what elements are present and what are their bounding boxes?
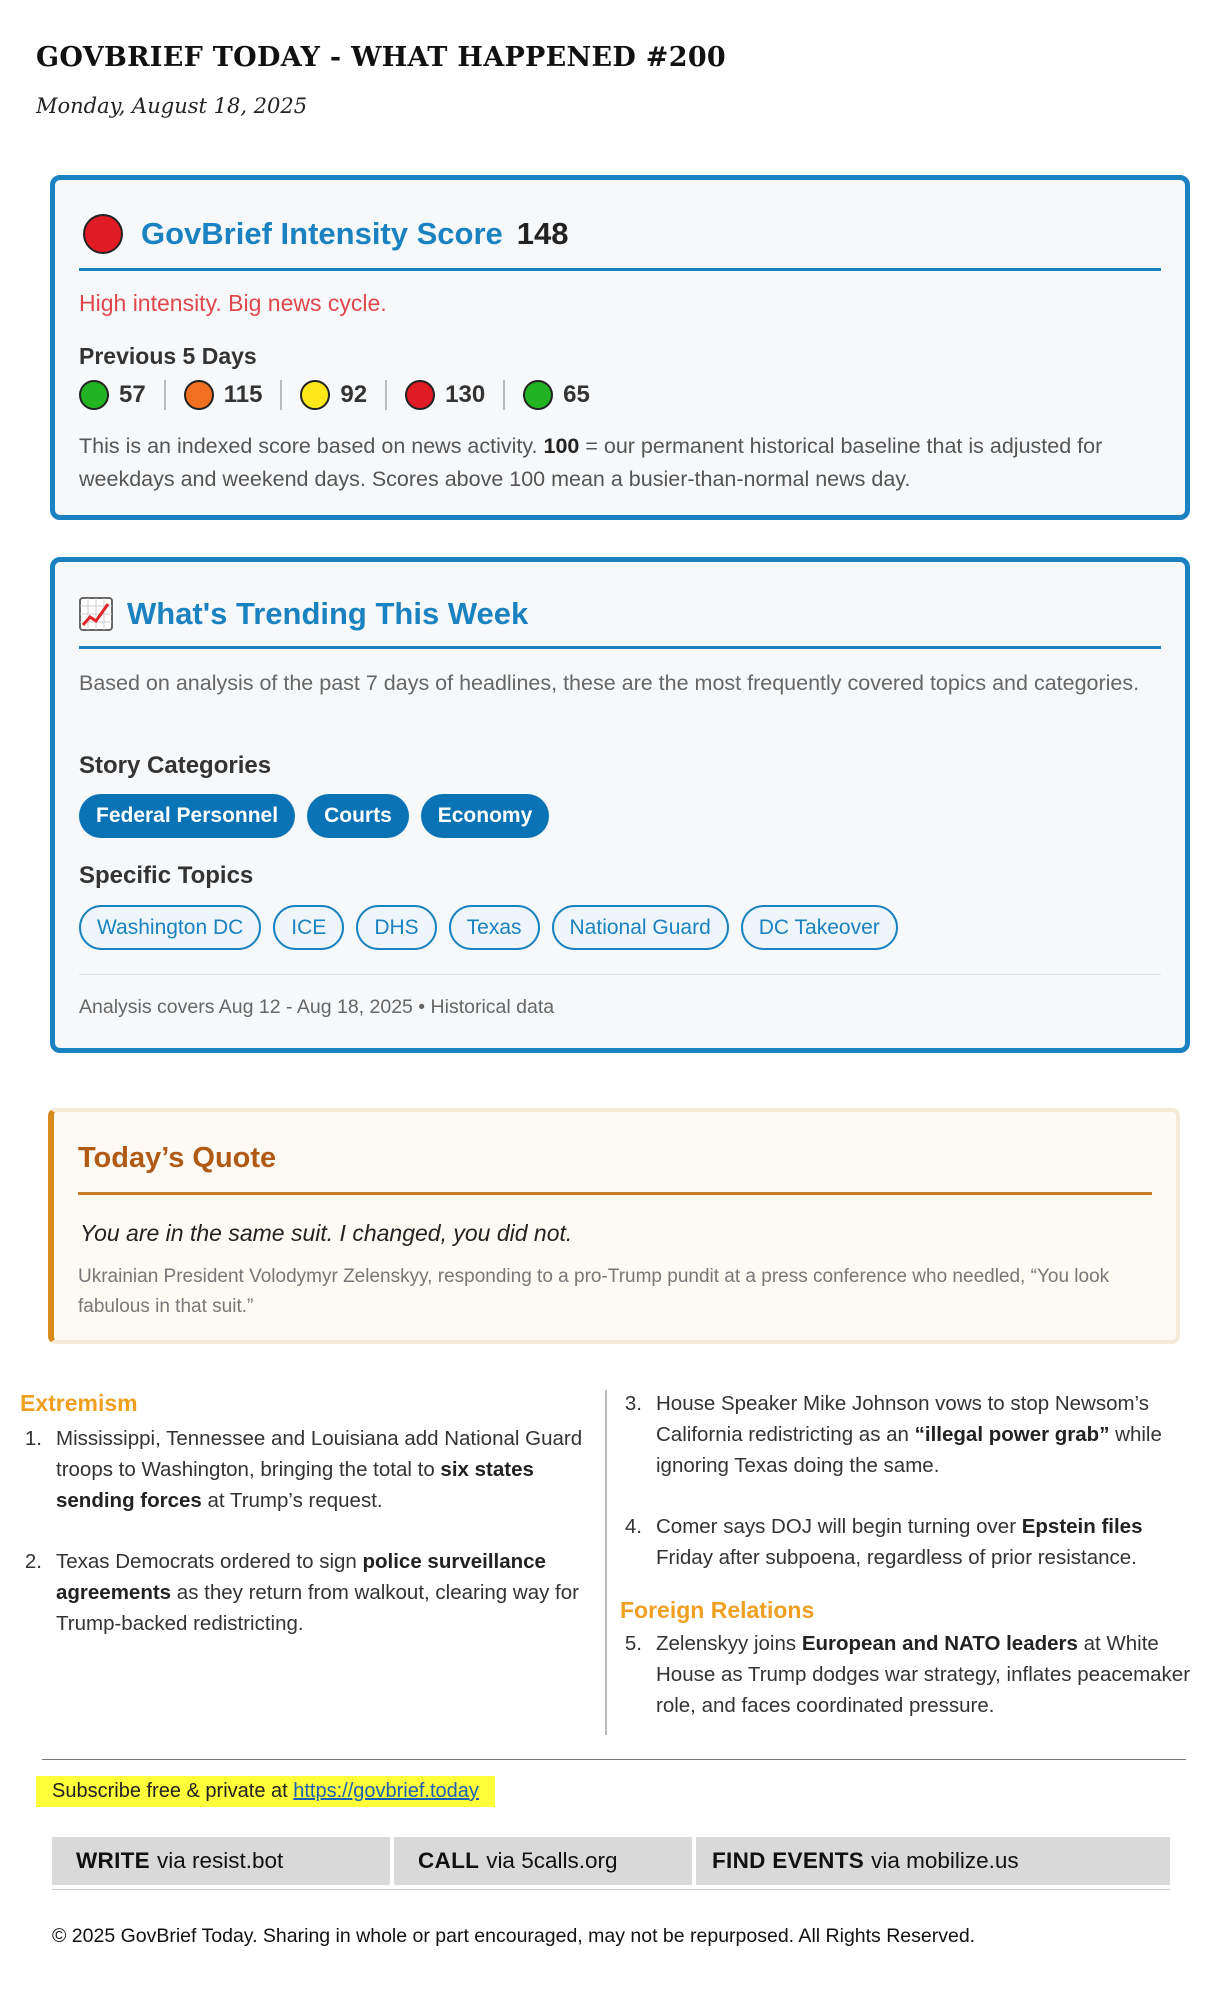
newsletter-title: GOVBRIEF TODAY - WHAT HAPPENED #200 xyxy=(36,42,726,73)
chart-increasing-icon xyxy=(79,597,113,631)
item-highlight: “illegal power grab” xyxy=(914,1423,1110,1446)
divider xyxy=(79,646,1161,649)
news-column-right xyxy=(620,1388,1200,1721)
item-number: 1. xyxy=(24,1427,42,1450)
separator xyxy=(385,380,387,410)
previous-day-3 xyxy=(300,380,367,410)
green-circle-icon xyxy=(523,380,553,410)
item-text-part: Texas Democrats ordered to sign xyxy=(56,1550,363,1573)
item-highlight: police surveillance agreements xyxy=(56,1550,546,1604)
news-column-left xyxy=(20,1390,590,1639)
action-verb: WRITE xyxy=(76,1848,150,1873)
news-item xyxy=(620,1511,1200,1573)
story-categories xyxy=(79,794,1161,838)
subscribe-text: Subscribe free & private at xyxy=(52,1780,294,1802)
category-tag: Economy xyxy=(421,794,550,838)
previous-days-row xyxy=(79,377,1161,413)
previous-day-2 xyxy=(184,380,263,410)
previous-day-value: 130 xyxy=(445,381,486,408)
item-text-part: at Trump’s request. xyxy=(201,1489,383,1512)
issue-date: Monday, August 18, 2025 xyxy=(36,94,308,118)
section-heading-foreign-relations: Foreign Relations xyxy=(620,1597,815,1623)
divider xyxy=(78,1192,1152,1195)
topic-tag: DHS xyxy=(356,905,436,950)
item-highlight: European and NATO leaders xyxy=(801,1632,1078,1655)
write-action[interactable] xyxy=(52,1837,390,1885)
action-verb: CALL xyxy=(418,1848,480,1873)
item-highlight: Epstein files xyxy=(1021,1515,1143,1538)
subscribe-link[interactable]: https://govbrief.today xyxy=(293,1780,479,1802)
specific-topics-label: Specific Topics xyxy=(79,862,254,889)
story-categories-label: Story Categories xyxy=(79,752,272,779)
item-text-part: Friday after subpoena, regardless of prior resistance. xyxy=(656,1546,1137,1569)
analysis-coverage: Analysis covers Aug 12 - Aug 18, 2025 • Historical data xyxy=(79,996,555,1018)
item-text-part: at White House as Trump dodges war strategy, inflates peacemaker role, and faces coordinated pressure. xyxy=(656,1632,1191,1717)
separator xyxy=(503,380,505,410)
news-item xyxy=(20,1423,590,1516)
quote-attribution: Ukrainian President Volodymyr Zelenskyy, responding to a pro-Trump pundit at a press conference who needled, “You look fabulous in that suit.” xyxy=(78,1266,1110,1317)
item-text-part: Mississippi, Tennessee and Louisiana add National Guard troops to Washington, bringing the total to xyxy=(56,1427,583,1481)
previous-days-label: Previous 5 Days xyxy=(79,343,257,369)
find-events-action[interactable] xyxy=(696,1837,1170,1885)
green-circle-icon xyxy=(79,380,109,410)
item-highlight: six states sending forces xyxy=(56,1458,534,1512)
action-via: via mobilize.us xyxy=(871,1848,1019,1873)
topic-tag: Texas xyxy=(449,905,540,950)
item-text xyxy=(656,1511,1200,1573)
quote-card xyxy=(48,1108,1180,1344)
intensity-score-card xyxy=(50,175,1190,520)
intensity-label: GovBrief Intensity Score xyxy=(141,216,503,251)
divider xyxy=(52,1889,1170,1890)
quote-text: You are in the same suit. I changed, you did not. xyxy=(80,1220,573,1246)
previous-day-4 xyxy=(405,380,485,410)
item-text xyxy=(656,1388,1200,1481)
item-text-part: as they return from walkout, clearing way for Trump-backed redistricting. xyxy=(56,1581,579,1635)
intensity-explanation xyxy=(79,430,1161,496)
divider xyxy=(42,1759,1186,1760)
red-circle-icon xyxy=(83,214,123,254)
action-verb: FIND EVENTS xyxy=(712,1848,865,1873)
item-text-part: Zelenskyy joins xyxy=(656,1632,802,1655)
previous-day-value: 65 xyxy=(563,381,590,408)
explain-text: = our permanent historical baseline that is adjusted for weekdays and weekend days. Scores above 100 mean a busier-than-normal news day. xyxy=(79,434,1103,491)
topic-tag: DC Takeover xyxy=(741,905,898,950)
previous-day-value: 92 xyxy=(340,381,368,408)
topic-tag: National Guard xyxy=(552,905,729,950)
item-text xyxy=(56,1423,590,1516)
topic-tag: ICE xyxy=(273,905,344,950)
item-number: 4. xyxy=(624,1515,642,1538)
action-via: via resist.bot xyxy=(157,1848,284,1873)
orange-circle-icon xyxy=(184,380,214,410)
category-tag: Courts xyxy=(307,794,409,838)
item-number: 2. xyxy=(24,1550,42,1573)
quote-title: Today’s Quote xyxy=(78,1142,277,1174)
divider xyxy=(79,974,1161,975)
item-number: 3. xyxy=(624,1392,642,1415)
subscribe-banner xyxy=(36,1776,495,1807)
red-circle-icon xyxy=(405,380,435,410)
previous-day-value: 57 xyxy=(119,381,146,408)
separator xyxy=(280,380,282,410)
specific-topics xyxy=(79,905,1161,950)
trending-card xyxy=(50,557,1190,1053)
previous-day-value: 115 xyxy=(223,381,263,408)
item-text xyxy=(656,1628,1200,1721)
action-bar xyxy=(52,1837,1170,1885)
column-divider xyxy=(605,1390,607,1735)
previous-day-1 xyxy=(79,380,146,410)
intensity-score: 148 xyxy=(516,216,569,251)
item-number: 5. xyxy=(624,1632,642,1655)
call-action[interactable] xyxy=(394,1837,692,1885)
copyright-footer: © 2025 GovBrief Today. Sharing in whole or part encouraged, may not be repurposed. All Rights Reserved. xyxy=(52,1925,976,1947)
yellow-circle-icon xyxy=(300,380,330,410)
item-text-part: Comer says DOJ will begin turning over xyxy=(656,1515,1022,1538)
news-item xyxy=(20,1546,590,1639)
trending-title: What's Trending This Week xyxy=(127,596,529,631)
divider xyxy=(79,268,1161,271)
trending-header xyxy=(79,590,1161,638)
topic-tag: Washington DC xyxy=(79,905,261,950)
baseline-value: 100 xyxy=(543,434,580,458)
explain-text: This is an indexed score based on news activity. xyxy=(79,434,544,458)
item-text xyxy=(56,1546,590,1639)
news-item xyxy=(620,1388,1200,1481)
intensity-header xyxy=(79,210,1161,258)
intensity-status: High intensity. Big news cycle. xyxy=(79,290,387,316)
news-item xyxy=(620,1628,1200,1721)
item-text-part: while ignoring Texas doing the same. xyxy=(656,1423,1162,1477)
action-via: via 5calls.org xyxy=(486,1848,618,1873)
previous-day-5 xyxy=(523,380,590,410)
separator xyxy=(164,380,166,410)
trending-description: Based on analysis of the past 7 days of headlines, these are the most frequently covered topics and categories. xyxy=(79,671,1140,695)
item-text-part: House Speaker Mike Johnson vows to stop Newsom’s California redistricting as an xyxy=(656,1392,1149,1446)
category-tag: Federal Personnel xyxy=(79,794,295,838)
section-heading-extremism: Extremism xyxy=(20,1390,138,1416)
